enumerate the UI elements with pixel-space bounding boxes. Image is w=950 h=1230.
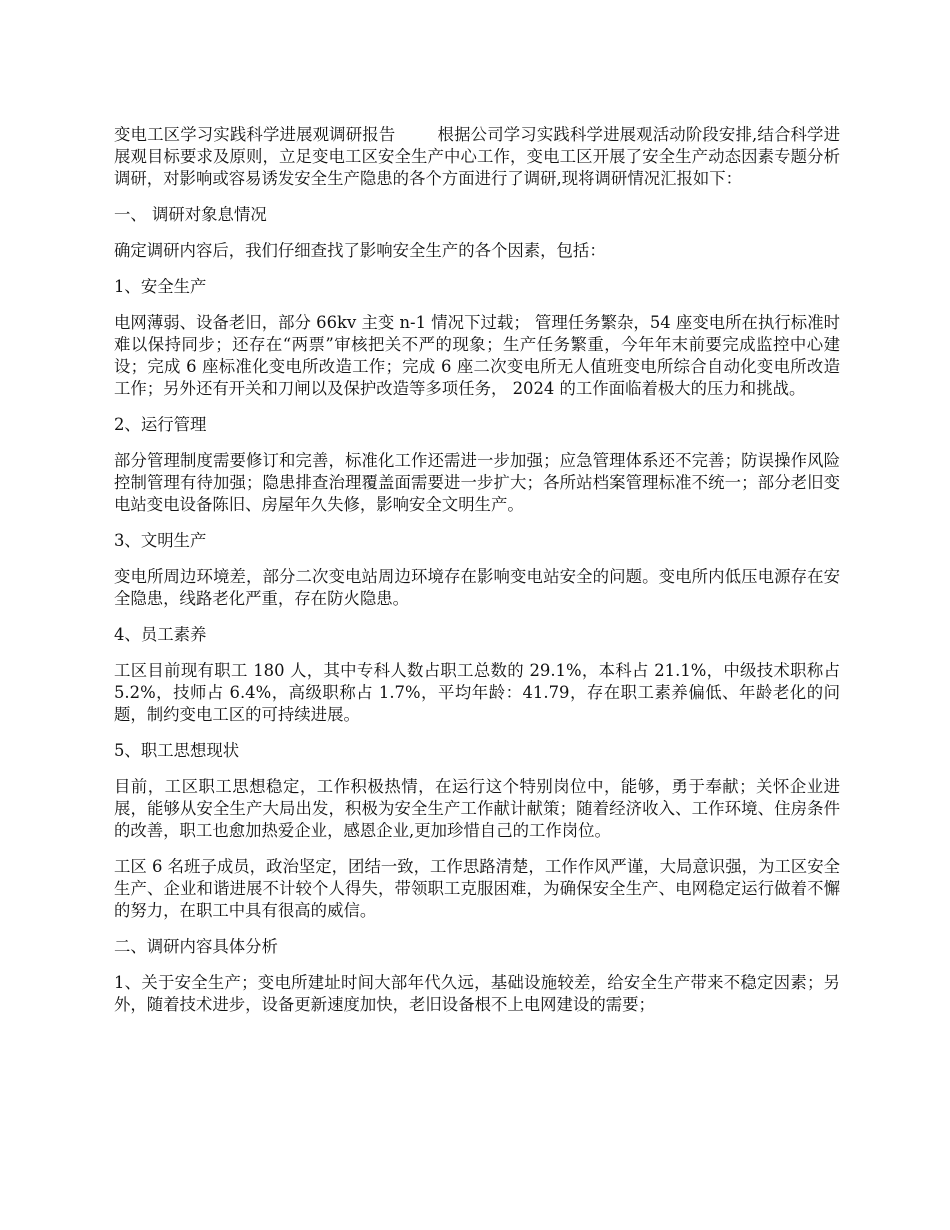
title-and-intro [114,124,840,190]
report-title: 变电工区学习实践科学进展观调研报告 [114,125,396,144]
subheading: 5、职工思想现状 [114,741,240,760]
section-heading-2: 二、调研内容具体分析 [114,937,278,956]
subheading: 2、运行管理 [114,415,207,434]
subheading: 3、文明生产 [114,531,207,550]
paragraph: 工区目前现有职工 180 人，其中专科人数占职工总数的 29.1%，本科占 21.1%，中级技术职称占 5.2%，技师占 6.4%，高级职称占 1.7%，平均年龄：41.79，存在职工素养偏低、年龄老化的问题，制约变电工区的可持续进展。 [114,661,840,724]
section-heading-1: 一、 调研对象息情况 [114,205,267,224]
paragraph: 工区 6 名班子成员，政治坚定，团结一致，工作思路清楚，工作作风严谨，大局意识强，为工区安全生产、企业和谐进展不计较个人得失，带领职工克服困难，为确保安全生产、电网稳定运行做着不懈的努力，在职工中具有很高的威信。 [114,857,840,920]
intro-text: 根据公司学习实践科学进展观活动阶段安排,结合科学进展观目标要求及原则，立足变电工区安全生产中心工作，变电工区开展了安全生产动态因素专题分析调研，对影响或容易诱发安全生产隐患的各个方面进行了调研,现将调研情况汇报如下： [114,125,841,188]
document-body [114,124,840,1030]
paragraph: 目前，工区职工思想稳定，工作积极热情，在运行这个特别岗位中，能够，勇于奉献；关怀企业进展，能够从安全生产大局出发，积极为安全生产工作献计献策；随着经济收入、工作环境、住房条件的改善，职工也愈加热爱企业，感恩企业,更加珍惜自己的工作岗位。 [114,777,840,840]
subheading: 1、安全生产 [114,277,207,296]
paragraph: 电网薄弱、设备老旧，部分 66kv 主变 n-1 情况下过载； 管理任务繁杂，54 座变电所在执行标准时难以保持同步；还存在“两票”审核把关不严的现象；生产任务繁重，今年年末前要完成监控中心建设；完成 6 座标准化变电所改造工作；完成 6 座二次变电所无人值班变电所综合自动化变电所改造工作；另外还有开关和刀闸以及保护改造等多项任务， 2024 的工作面临着极大的压力和挑战。 [114,313,840,398]
subheading: 4、员工素养 [114,625,207,644]
paragraph: 确定调研内容后，我们仔细查找了影响安全生产的各个因素，包括： [114,241,606,260]
paragraph: 变电所周边环境差，部分二次变电站周边环境存在影响变电站安全的问题。变电所内低压电源存在安全隐患，线路老化严重，存在防火隐患。 [114,567,840,608]
paragraph: 部分管理制度需要修订和完善，标准化工作还需进一步加强；应急管理体系还不完善；防误操作风险控制管理有待加强；隐患排查治理覆盖面需要进一步扩大；各所站档案管理标准不统一；部分老旧变电站变电设备陈旧、房屋年久失修，影响安全文明生产。 [114,451,840,514]
paragraph: 1、关于安全生产；变电所建址时间大部年代久远，基础设施较差，给安全生产带来不稳定因素；另外，随着技术进步，设备更新速度加快，老旧设备根不上电网建设的需要； [114,973,840,1014]
